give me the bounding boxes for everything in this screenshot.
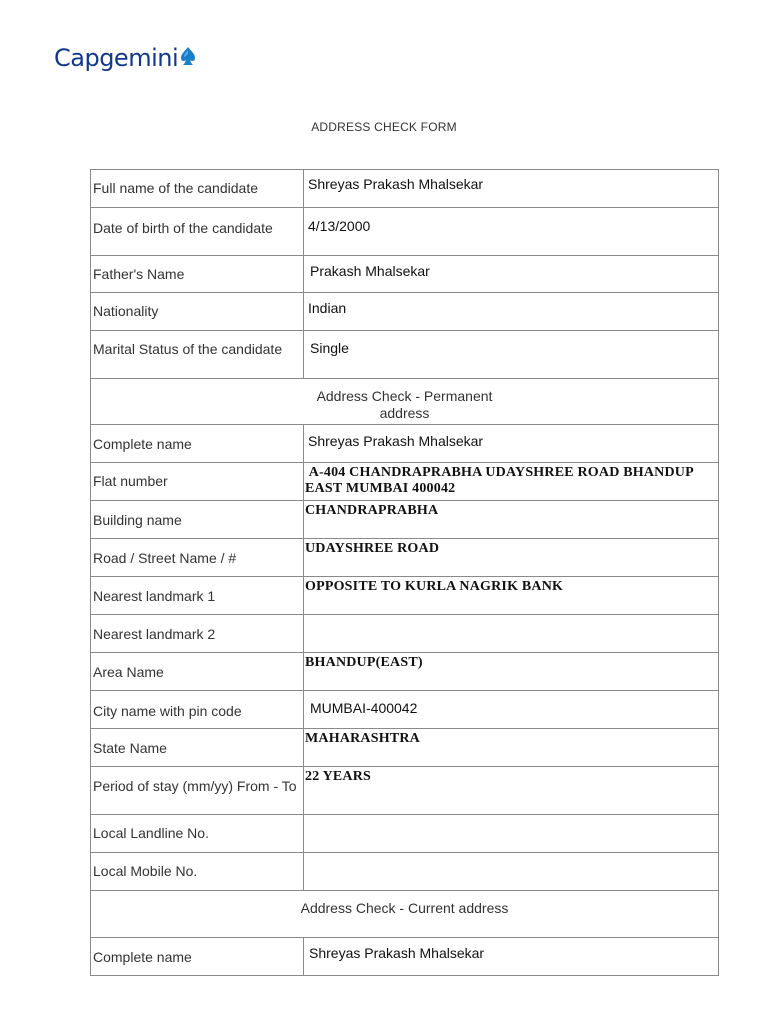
row-label: Date of birth of the candidate [91,208,304,256]
spade-logo-icon [180,46,196,66]
row-label: Complete name [91,938,304,976]
row-value: CHANDRAPRABHA [304,501,719,539]
row-value: Prakash Mhalsekar [304,256,719,293]
logo-text: Capgemini [54,44,179,72]
table-row [91,463,719,501]
table-row [91,853,719,891]
table-row [91,938,719,976]
table-row [91,170,719,208]
row-value: 22 YEARS [304,767,719,815]
row-label: Local Mobile No. [91,853,304,891]
row-value: Shreyas Prakash Mhalsekar [304,170,719,208]
section-title-text: Address Check - Permanent address [316,388,493,421]
row-value: A-404 CHANDRAPRABHA UDAYSHREE ROAD BHANDUP EAST MUMBAI 400042 [304,463,719,501]
row-value: OPPOSITE TO KURLA NAGRIK BANK [304,577,719,615]
row-value: 4/13/2000 [304,208,719,256]
table-row [91,208,719,256]
current-section-title [91,891,719,938]
row-label: Flat number [91,463,304,501]
row-label: Period of stay (mm/yy) From - To [91,767,304,815]
row-label: Marital Status of the candidate [91,331,304,379]
row-value: MUMBAI-400042 [304,691,719,729]
section-title-text: Address Check - Current address [300,900,509,916]
row-label: Nearest landmark 2 [91,615,304,653]
table-row [91,256,719,293]
table-row [91,653,719,691]
address-check-table [90,169,719,976]
table-row [91,577,719,615]
row-value: Single [304,331,719,379]
row-value [304,615,719,653]
row-label: Father's Name [91,256,304,293]
table-row [91,767,719,815]
row-label: Nationality [91,293,304,331]
row-label: Local Landline No. [91,815,304,853]
table-row [91,615,719,653]
row-label: Complete name [91,425,304,463]
capgemini-logo [54,44,196,72]
row-label: Full name of the candidate [91,170,304,208]
row-value: BHANDUP(EAST) [304,653,719,691]
table-row [91,729,719,767]
row-label: City name with pin code [91,691,304,729]
row-label: Area Name [91,653,304,691]
table-row [91,501,719,539]
table-row [91,425,719,463]
row-label: Building name [91,501,304,539]
row-label: Road / Street Name / # [91,539,304,577]
table-row [91,691,719,729]
section-header-row [91,379,719,425]
row-value: UDAYSHREE ROAD [304,539,719,577]
row-value: MAHARASHTRA [304,729,719,767]
row-value: Indian [304,293,719,331]
table-row [91,331,719,379]
table-row [91,293,719,331]
row-value: Shreyas Prakash Mhalsekar [304,425,719,463]
row-label: State Name [91,729,304,767]
row-value [304,815,719,853]
row-label: Nearest landmark 1 [91,577,304,615]
table-row [91,815,719,853]
section-header-row [91,891,719,938]
permanent-section-title [91,379,719,425]
row-value: Shreyas Prakash Mhalsekar [304,938,719,976]
table-row [91,539,719,577]
row-value [304,853,719,891]
form-title: ADDRESS CHECK FORM [311,120,457,134]
